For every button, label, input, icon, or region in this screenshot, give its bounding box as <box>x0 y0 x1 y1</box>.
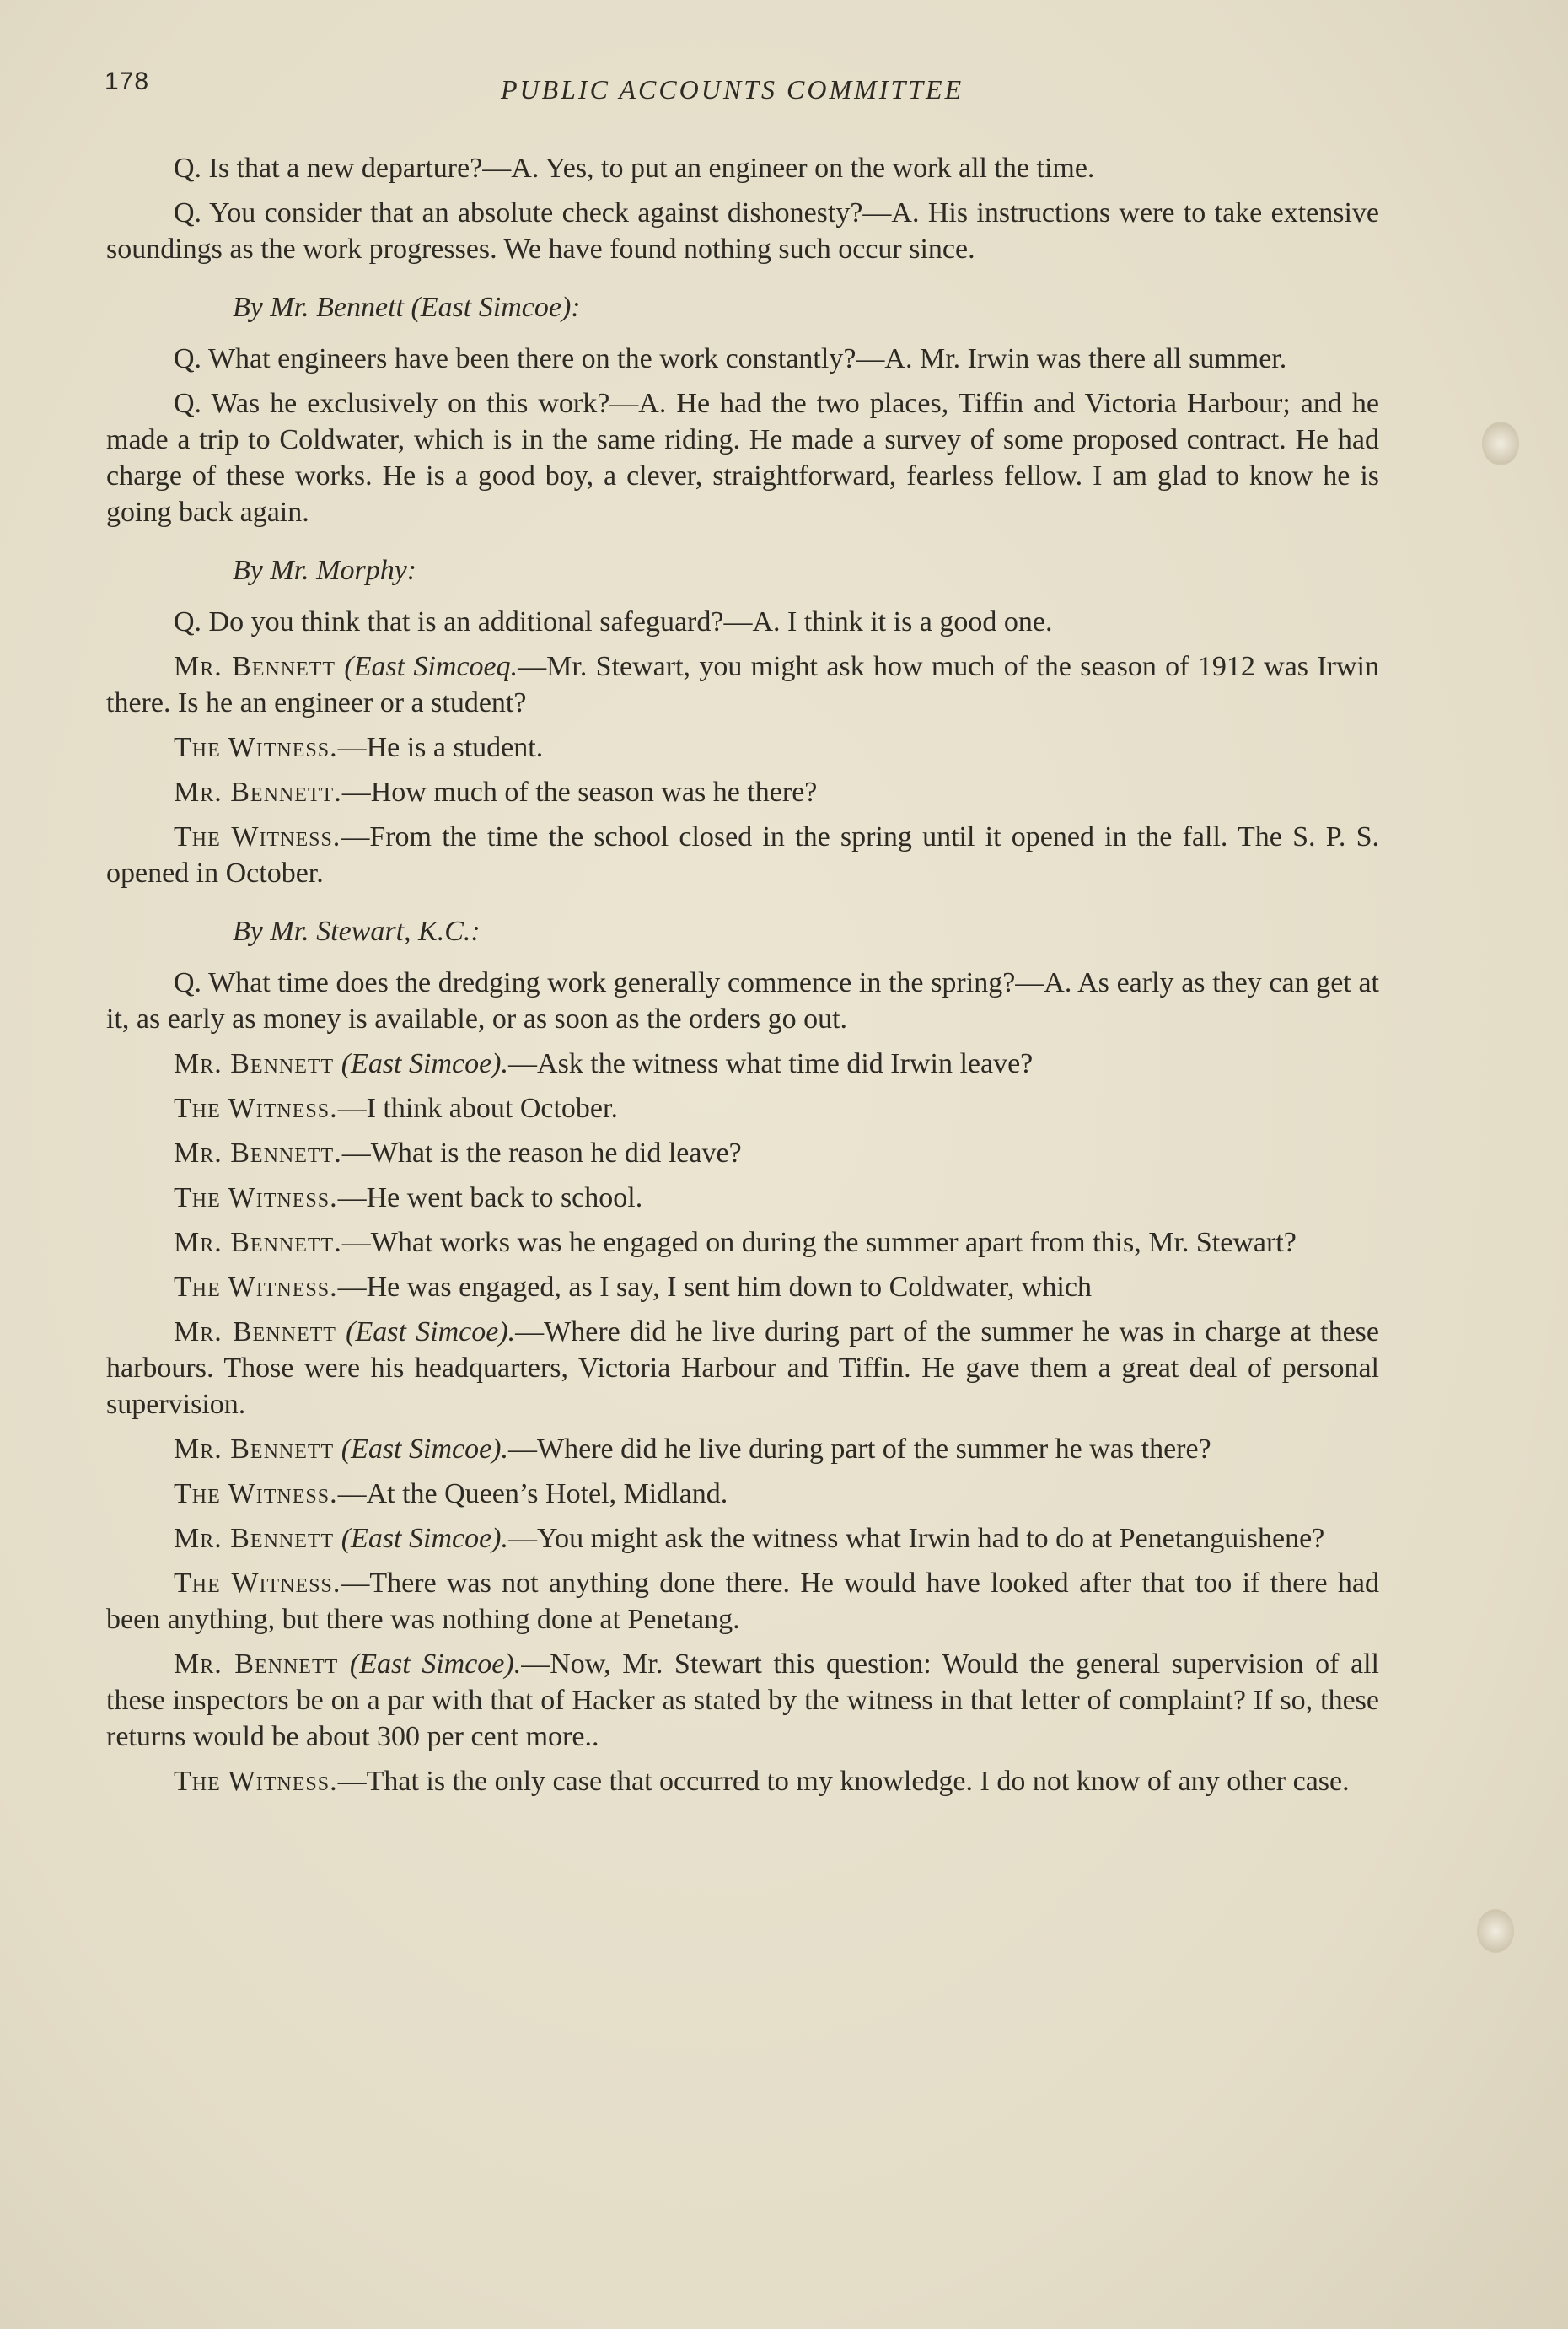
paragraph-text: —At the Queen’s Hotel, Midland. <box>337 1478 728 1509</box>
speaker-paragraph <box>106 1763 1379 1799</box>
qa-paragraph <box>106 341 1379 377</box>
speaker-name: The Witness. <box>174 1093 338 1124</box>
speaker-riding: (East Simcoe). <box>349 1649 522 1680</box>
examiner-heading: By Mr. Morphy: <box>233 555 417 586</box>
speaker-name: Mr. Bennett. <box>174 777 342 808</box>
speaker-paragraph <box>106 1431 1379 1467</box>
paragraph-text: —That is the only case that occurred to my knowledge. I do not know of any other case. <box>337 1766 1350 1797</box>
speaker-name: The Witness. <box>174 1272 338 1303</box>
qa-paragraph <box>106 385 1379 530</box>
paragraph-text: —How much of the season was he there? <box>341 777 818 808</box>
page-header <box>105 67 1369 118</box>
speaker-name: Mr. Bennett <box>174 1048 335 1079</box>
speaker-riding: (East Simcoe). <box>341 1048 509 1079</box>
speaker-name: The Witness. <box>174 1568 341 1599</box>
qa-paragraph <box>106 150 1379 186</box>
speaker-name: Mr. Bennett <box>174 1433 335 1465</box>
speaker-paragraph <box>106 1314 1379 1423</box>
page-blemish <box>1477 1909 1514 1953</box>
speaker-paragraph <box>106 819 1379 891</box>
speaker-riding: (East Simcoe). <box>341 1433 509 1465</box>
page-blemish <box>1482 422 1519 465</box>
paragraph-text: Q. What engineers have been there on the work constantly?—A. Mr. Irwin was there all summer. <box>174 343 1287 374</box>
paragraph-text: Q. Do you think that is an additional safeguard?—A. I think it is a good one. <box>174 606 1053 637</box>
qa-paragraph <box>106 195 1379 267</box>
speaker-name: Mr. Bennett <box>174 1649 339 1680</box>
speaker-paragraph <box>106 1090 1379 1127</box>
paragraph-text: —Where did he live during part of the summer he was there? <box>508 1433 1211 1465</box>
speaker-paragraph <box>106 729 1379 766</box>
speaker-paragraph <box>106 1224 1379 1261</box>
speaker-riding: (East Simcoeq. <box>344 651 518 682</box>
paragraph-text: —From the time the school closed in the spring until it opened in the fall. The S. P. S. opened in October. <box>106 821 1380 889</box>
paragraph-text: Q. Was he exclusively on this work?—A. He had the two places, Tiffin and Victoria Harbour; and he made a trip to Coldwater, which is in the same riding. He made a survey of some proposed contract. He had charge of these works. He is a good boy, a clever, straightforward, fearless fellow. I am glad to know he is going back again. <box>106 388 1379 528</box>
speaker-name: The Witness. <box>174 1766 338 1797</box>
paragraph-text: —What works was he engaged on during the summer apart from this, Mr. Stewart? <box>341 1227 1297 1258</box>
speaker-paragraph <box>106 1046 1379 1082</box>
examiner-heading: By Mr. Stewart, K.C.: <box>233 916 481 947</box>
qa-paragraph <box>106 965 1379 1037</box>
paragraph-text: Q. You consider that an absolute check against dishonesty?—A. His instructions were to take extensive soundings as the work progresses. We have found nothing such occur since. <box>106 197 1379 265</box>
examiner-heading: By Mr. Bennett (East Simcoe): <box>233 292 581 323</box>
speaker-paragraph <box>106 1180 1379 1216</box>
speaker-riding: (East Simcoe). <box>346 1316 516 1347</box>
paragraph-text: —There was not anything done there. He would have looked after that too if there had been anything, but there was nothing done at Penetang. <box>106 1568 1379 1635</box>
running-title: PUBLIC ACCOUNTS COMMITTEE <box>501 74 964 105</box>
page-number: 178 <box>105 67 150 95</box>
speaker-name: Mr. Bennett <box>174 651 336 682</box>
paragraph-text: —He went back to school. <box>337 1182 643 1213</box>
paragraph-text: —Mr. Stewart, you might ask how much of the season of 1912 was Irwin there. Is he an engineer or a student? <box>106 651 1379 718</box>
paragraph-text: —What is the reason he did leave? <box>341 1138 742 1169</box>
speaker-paragraph <box>106 1646 1379 1755</box>
speaker-name: Mr. Bennett <box>174 1316 336 1347</box>
speaker-paragraph <box>106 774 1379 810</box>
speaker-name: The Witness. <box>174 1182 338 1213</box>
speaker-paragraph <box>106 1520 1379 1557</box>
paragraph-text: —Now, Mr. Stewart this question: Would the general supervision of all these inspectors be on a par with that of Hacker as stated by the witness in that letter of complaint? If so, these returns would be about 300 per cent more.. <box>106 1649 1379 1752</box>
speaker-name: The Witness. <box>174 821 341 853</box>
paragraph-text: —I think about October. <box>337 1093 618 1124</box>
speaker-name: Mr. Bennett. <box>174 1138 342 1169</box>
qa-paragraph <box>106 604 1379 640</box>
speaker-paragraph <box>106 648 1379 721</box>
transcript-body <box>106 150 1379 1808</box>
paragraph-text: —He is a student. <box>337 732 544 763</box>
paragraph-text: Q. What time does the dredging work generally commence in the spring?—A. As early as they can get at it, as early as money is available, or as soon as the orders go out. <box>106 967 1379 1035</box>
speaker-paragraph <box>106 1476 1379 1512</box>
speaker-name: The Witness. <box>174 1478 338 1509</box>
paragraph-text: —Ask the witness what time did Irwin leave? <box>508 1048 1034 1079</box>
speaker-name: Mr. Bennett. <box>174 1227 342 1258</box>
speaker-paragraph <box>106 1565 1379 1638</box>
paragraph-text: —Where did he live during part of the summer he was in charge at these harbours. Those were his headquarters, Victoria Harbour and Tiffin. He gave them a great deal of personal supervision. <box>106 1316 1379 1420</box>
paragraph-text: Q. Is that a new departure?—A. Yes, to put an engineer on the work all the time. <box>174 153 1095 184</box>
speaker-name: The Witness. <box>174 732 338 763</box>
paragraph-text: —You might ask the witness what Irwin had to do at Penetanguishene? <box>508 1523 1325 1554</box>
speaker-paragraph <box>106 1135 1379 1171</box>
speaker-paragraph <box>106 1269 1379 1305</box>
speaker-name: Mr. Bennett <box>174 1523 335 1554</box>
speaker-riding: (East Simcoe). <box>341 1523 509 1554</box>
paragraph-text: —He was engaged, as I say, I sent him down to Coldwater, which <box>337 1272 1092 1303</box>
